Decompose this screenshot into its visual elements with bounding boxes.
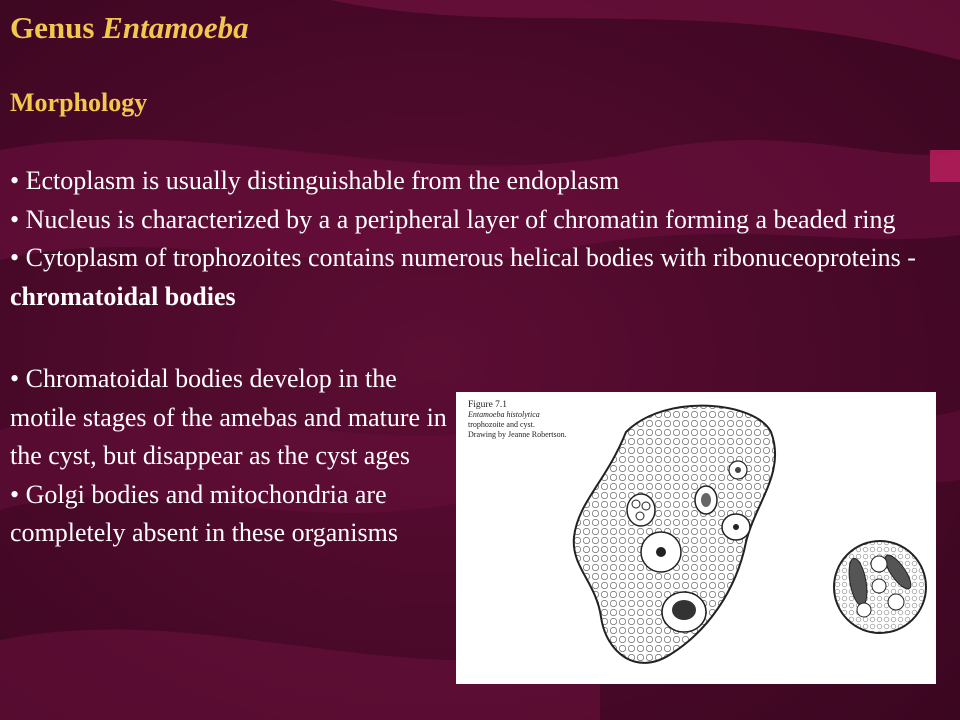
title-prefix: Genus <box>10 10 103 45</box>
trophozoite-drawing <box>574 406 775 663</box>
bullet-cytoplasm-bold: chromatoidal bodies <box>10 281 236 311</box>
figure-caption <box>468 400 567 440</box>
figure-stages: trophozoite and cyst. <box>468 420 535 429</box>
bullet-chromatoidal: • Chromatoidal bodies develop in the motile stages of the amebas and mature in the cyst, but disappear as the cyst ages <box>10 364 447 470</box>
figure-credit: Drawing by Jeanne Robertson. <box>468 430 567 439</box>
bullet-ectoplasm: • Ectoplasm is usually distinguishable from the endoplasm <box>10 166 620 195</box>
figure-species: Entamoeba histolytica <box>468 410 540 419</box>
bullet-list-top <box>10 162 930 316</box>
bullet-list-side <box>10 360 450 553</box>
bullet-nucleus: • Nucleus is characterized by a a peripheral layer of chromatin forming a beaded ring <box>10 204 896 234</box>
bullet-golgi: • Golgi bodies and mitochondria are completely absent in these organisms <box>10 479 398 547</box>
cyst-drawing <box>834 541 926 633</box>
slide-title <box>10 10 249 46</box>
bullet-cytoplasm <box>10 239 930 316</box>
title-genus: Entamoeba <box>102 10 249 45</box>
figure-image <box>456 392 936 684</box>
section-heading: Morphology <box>10 88 148 117</box>
figure-label: Figure 7.1 <box>468 400 508 410</box>
bullet-cytoplasm-text: • Cytoplasm of trophozoites contains numerous helical bodies with ribonuceoproteins - <box>10 243 916 272</box>
